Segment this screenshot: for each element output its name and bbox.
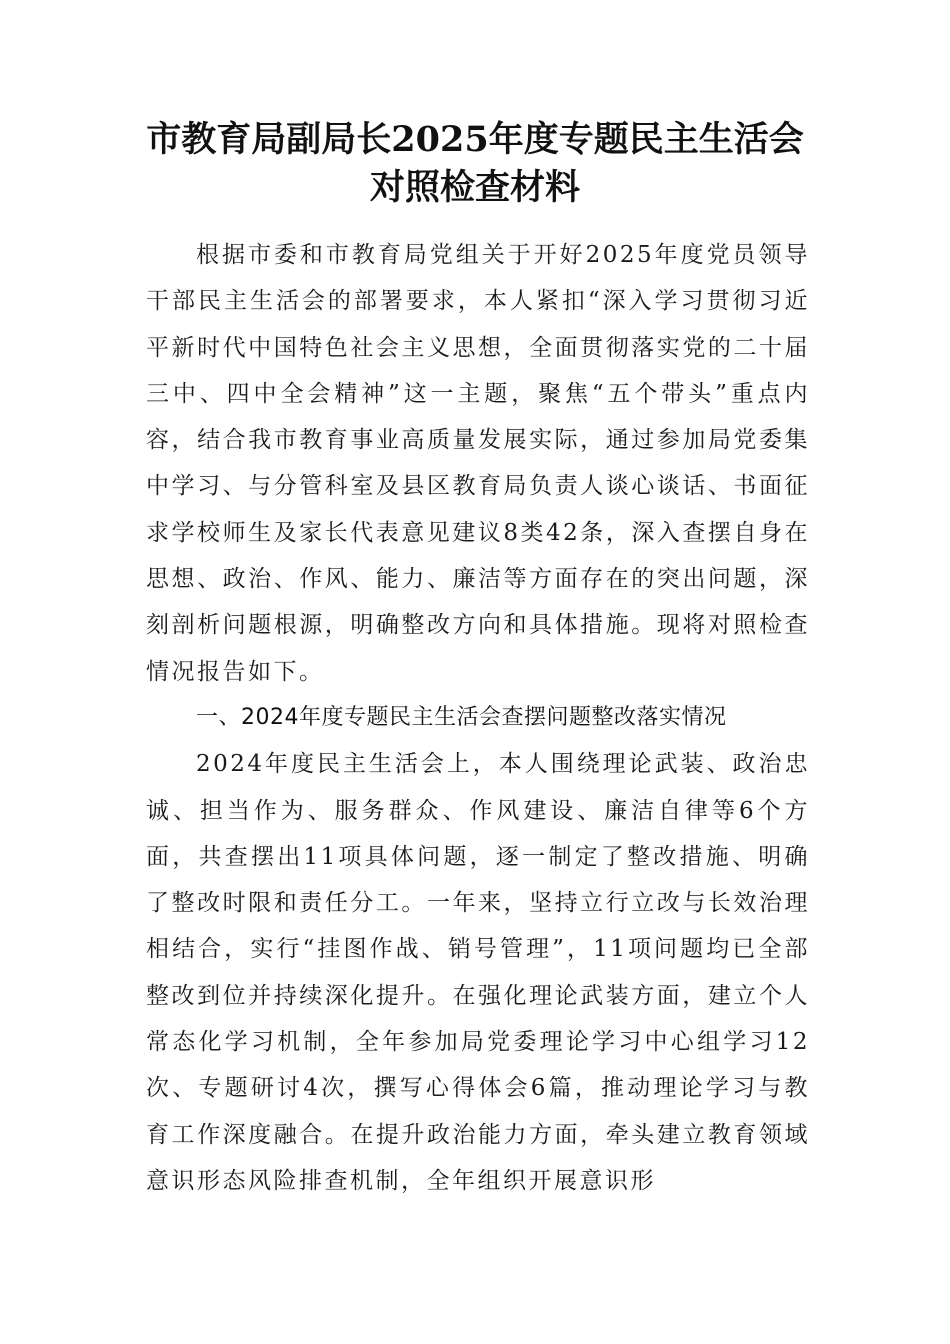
section-paragraph: 2024年度民主生活会上，本人围绕理论武装、政治忠诚、担当作为、服务群众、作风建设、廉洁自律等6个方面，共查摆出11项具体问题，逐一制定了整改措施、明确了整改时限和责任分工。一年来，坚持立行立改与长效治理相结合，实行“挂图作战、销号管理”，11项问题均已全部整改到位并持续深化提升。在强化理论武装方面，建立个人常态化学习机制，全年参加局党委理论学习中心组学习12次、专题研讨4次，撰写心得体会6篇，推动理论学习与教育工作深度融合。在提升政治能力方面，牵头建立教育领域意识形态风险排查机制，全年组织开展意识形 [146, 751, 810, 1194]
document-body [146, 232, 810, 1204]
intro-paragraph: 根据市委和市教育局党组关于开好2025年度党员领导干部民主生活会的部署要求，本人紧扣“深入学习贯彻习近平新时代中国特色社会主义思想，全面贯彻落实党的二十届三中、四中全会精神”这一主题，聚焦“五个带头”重点内容，结合我市教育事业高质量发展实际，通过参加局党委集中学习、与分管科室及县区教育局负责人谈心谈话、书面征求学校师生及家长代表意见建议8类42条，深入查摆自身在思想、政治、作风、能力、廉洁等方面存在的突出问题，深刻剖析问题根源，明确整改方向和具体措施。现将对照检查情况报告如下。 [146, 242, 810, 685]
section-heading: 一、2024年度专题民主生活会查摆问题整改落实情况 [196, 704, 727, 730]
document-title-line-1: 市教育局副局长2025年度专题民主生活会 [146, 119, 804, 160]
document-title-line-2: 对照检查材料 [369, 167, 580, 208]
